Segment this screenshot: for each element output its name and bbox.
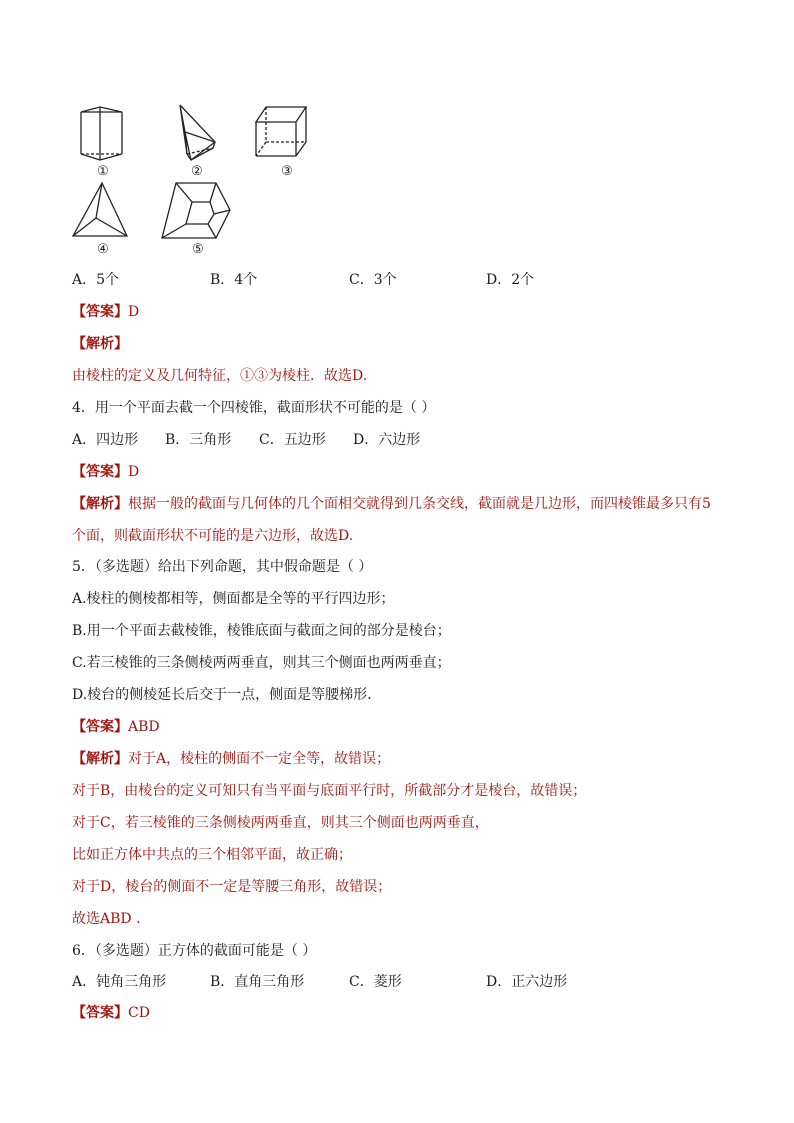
q6-answer-value: CD xyxy=(128,1005,150,1021)
q5-analysis-line-5: 对于D，棱台的侧面不一定是等腰三角形，故错误； xyxy=(72,879,392,895)
q5-statement-c: C.若三棱锥的三条侧棱两两垂直，则其三个侧面也两两垂直； xyxy=(72,655,451,671)
q6-option-b[interactable]: B．直角三角形 xyxy=(210,974,305,990)
figure-2-solid xyxy=(175,102,219,166)
q6-stem: 6．（多选题）正方体的截面可能是（ ） xyxy=(72,943,317,959)
figure-1-label: ① xyxy=(97,164,109,179)
answer-tag: 【答案】 xyxy=(72,1005,128,1021)
figure-5-frustum xyxy=(158,180,234,242)
q6-answer xyxy=(72,1003,150,1023)
q3-analysis: 由棱柱的定义及几何特征，①③为棱柱．故选D. xyxy=(72,368,368,384)
figure-4-label: ④ xyxy=(97,242,109,257)
q4-option-a[interactable]: A．四边形 xyxy=(72,432,139,448)
q5-analysis-line-2: 对于B，由棱台的定义可知只有当平面与底面平行时，所截部分才是棱台，故错误； xyxy=(72,783,587,799)
q3-answer-value: D xyxy=(128,304,140,320)
answer-tag: 【答案】 xyxy=(72,464,128,480)
q5-analysis-line-3: 对于C，若三棱锥的三条侧棱两两垂直，则其三个侧面也两两垂直， xyxy=(72,815,489,831)
q4-answer xyxy=(72,462,139,482)
q3-option-a[interactable]: A．5个 xyxy=(72,272,120,288)
q5-statement-a: A.棱柱的侧棱都相等，侧面都是全等的平行四边形； xyxy=(72,591,395,607)
q6-option-d[interactable]: D．正六边形 xyxy=(486,974,568,990)
q3-answer xyxy=(72,302,139,322)
q3-analysis-tag: 【解析】 xyxy=(72,336,128,352)
q3-option-c[interactable]: C．3个 xyxy=(349,272,397,288)
answer-tag: 【答案】 xyxy=(72,304,128,320)
q5-statement-d: D.棱台的侧棱延长后交于一点，侧面是等腰梯形. xyxy=(72,687,372,703)
q5-stem: 5．（多选题）给出下列命题，其中假命题是（ ） xyxy=(72,559,373,575)
figure-4-pyramid xyxy=(70,180,130,240)
q3-option-b[interactable]: B．4个 xyxy=(210,272,258,288)
answer-tag: 【答案】 xyxy=(72,719,128,735)
q5-statement-b: B.用一个平面去截棱锥，棱锥底面与截面之间的部分是棱台； xyxy=(72,623,451,639)
q5-answer xyxy=(72,717,160,737)
q6-option-a[interactable]: A．钝角三角形 xyxy=(72,974,167,990)
q4-analysis-text-1: 根据一般的截面与几何体的几个面相交就得到几条交线，截面就是几边形，而四棱锥最多只有5 xyxy=(128,496,711,512)
analysis-tag: 【解析】 xyxy=(72,496,128,512)
figure-1-triangular-prism xyxy=(78,104,128,166)
analysis-tag: 【解析】 xyxy=(72,751,128,767)
q5-analysis-line-4: 比如正方体中共点的三个相邻平面，故正确； xyxy=(72,847,352,863)
figure-5-label: ⑤ xyxy=(192,242,204,257)
q5-analysis-line-1 xyxy=(72,749,390,769)
q4-stem: 4．用一个平面去截一个四棱锥，截面形状不可能的是（ ） xyxy=(72,400,436,416)
q4-analysis-line-1 xyxy=(72,494,711,514)
q4-option-c[interactable]: C．五边形 xyxy=(259,432,326,448)
figure-3-oblique-prism xyxy=(250,104,310,162)
figure-3-label: ③ xyxy=(281,164,293,179)
q4-answer-value: D xyxy=(128,464,140,480)
q4-analysis-line-2: 个面，则截面形状不可能的是六边形，故选D. xyxy=(72,528,354,544)
q5-analysis-text-1: 对于A，棱柱的侧面不一定全等，故错误； xyxy=(128,751,391,767)
q5-analysis-line-6: 故选ABD . xyxy=(72,911,141,927)
q4-option-d[interactable]: D．六边形 xyxy=(353,432,421,448)
q4-option-b[interactable]: B．三角形 xyxy=(165,432,232,448)
q5-answer-value: ABD xyxy=(128,719,160,735)
q6-option-c[interactable]: C．菱形 xyxy=(349,974,402,990)
figure-2-label: ② xyxy=(191,164,203,179)
q3-option-d[interactable]: D．2个 xyxy=(486,272,535,288)
